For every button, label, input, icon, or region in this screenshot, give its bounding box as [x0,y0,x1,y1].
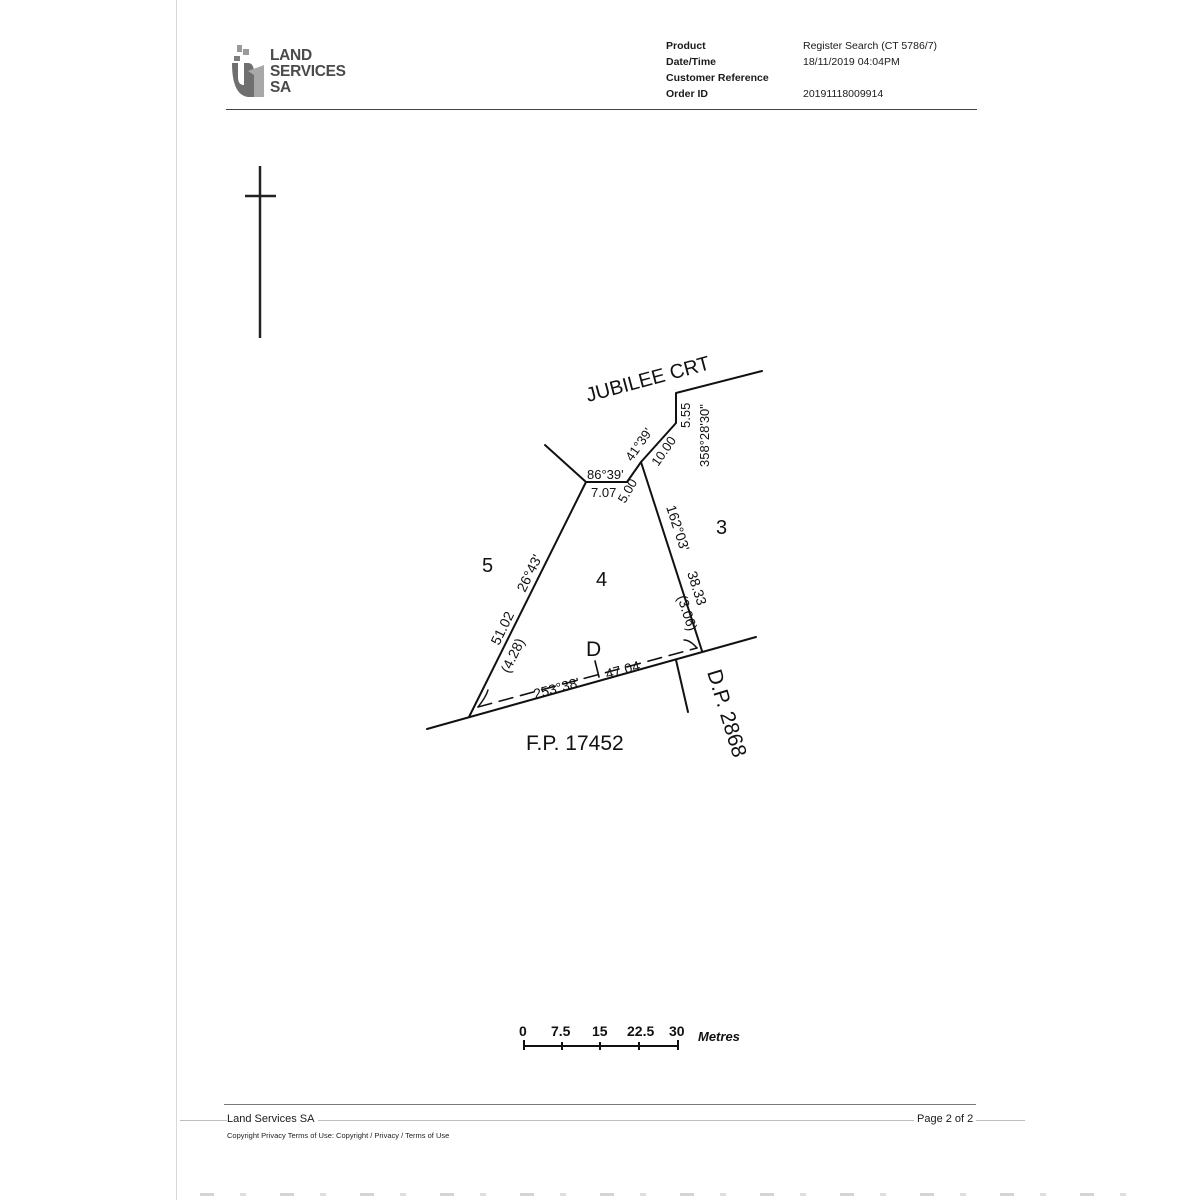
logo-line-3: SA [270,79,291,96]
meta-label: Customer Reference [666,72,769,84]
footer-divider [224,1104,976,1105]
scale-tick-label: 30 [669,1023,685,1039]
scale-tick-label: 7.5 [551,1023,571,1039]
scale-unit: Metres [698,1029,740,1044]
meta-label: Product [666,40,706,52]
lot-number-subject: 4 [596,569,608,591]
north-arrow-icon [245,166,276,338]
easement-label: D [586,638,602,661]
street-name: JUBILEE CRT [583,352,713,407]
frontage-length: 10.00 [648,433,680,469]
east-length: 38.33 [684,568,711,608]
scale-bar [519,1023,740,1050]
meta-value: 18/11/2019 04:04PM [803,56,900,68]
west-bearing: 26°43' [513,551,545,595]
meta-label: Date/Time [666,56,716,68]
scale-tick-label: 22.5 [627,1023,655,1039]
meta-value: Register Search (CT 5786/7) [803,40,938,52]
meta-label: Order ID [666,88,709,100]
corner-angle: 86°39' [587,467,624,482]
scale-tick-label: 15 [592,1023,608,1039]
corner-length: 7.07 [591,485,617,500]
logo-line-1: LAND [270,47,312,64]
footer-org: Land Services SA [227,1113,318,1125]
dp-boundary-line [676,660,688,712]
south-bearing: 253°38' [531,674,582,702]
footer-copyright: Copyright Privacy Terms of Use: Copyright / Privacy / Terms of Use [227,1131,450,1140]
frontage-angle: 41°39' [622,425,656,464]
splay-length: 5.00 [614,476,641,506]
north-bearing: 358°28'30" [697,404,712,467]
scale-tick-label: 0 [519,1023,527,1039]
east-bearing: 162°03' [663,502,693,553]
west-length: 51.02 [487,608,518,648]
north-length: 5.55 [678,402,693,428]
west-offset: (4.28) [497,635,528,676]
east-offset: (3.06) [674,592,701,633]
lot-number-left: 5 [482,555,494,577]
plan-reference-bottom: F.P. 17452 [526,732,624,755]
meta-value: 20191118009914 [803,88,884,100]
footer-page-number: Page 2 of 2 [914,1113,976,1125]
south-length: 47.04 [603,657,642,682]
plan-reference-right: D.P. 2868 [702,666,751,761]
lot-number-right: 3 [716,517,728,539]
logo-line-2: SERVICES [270,63,346,80]
offset-arc-east [684,640,697,648]
